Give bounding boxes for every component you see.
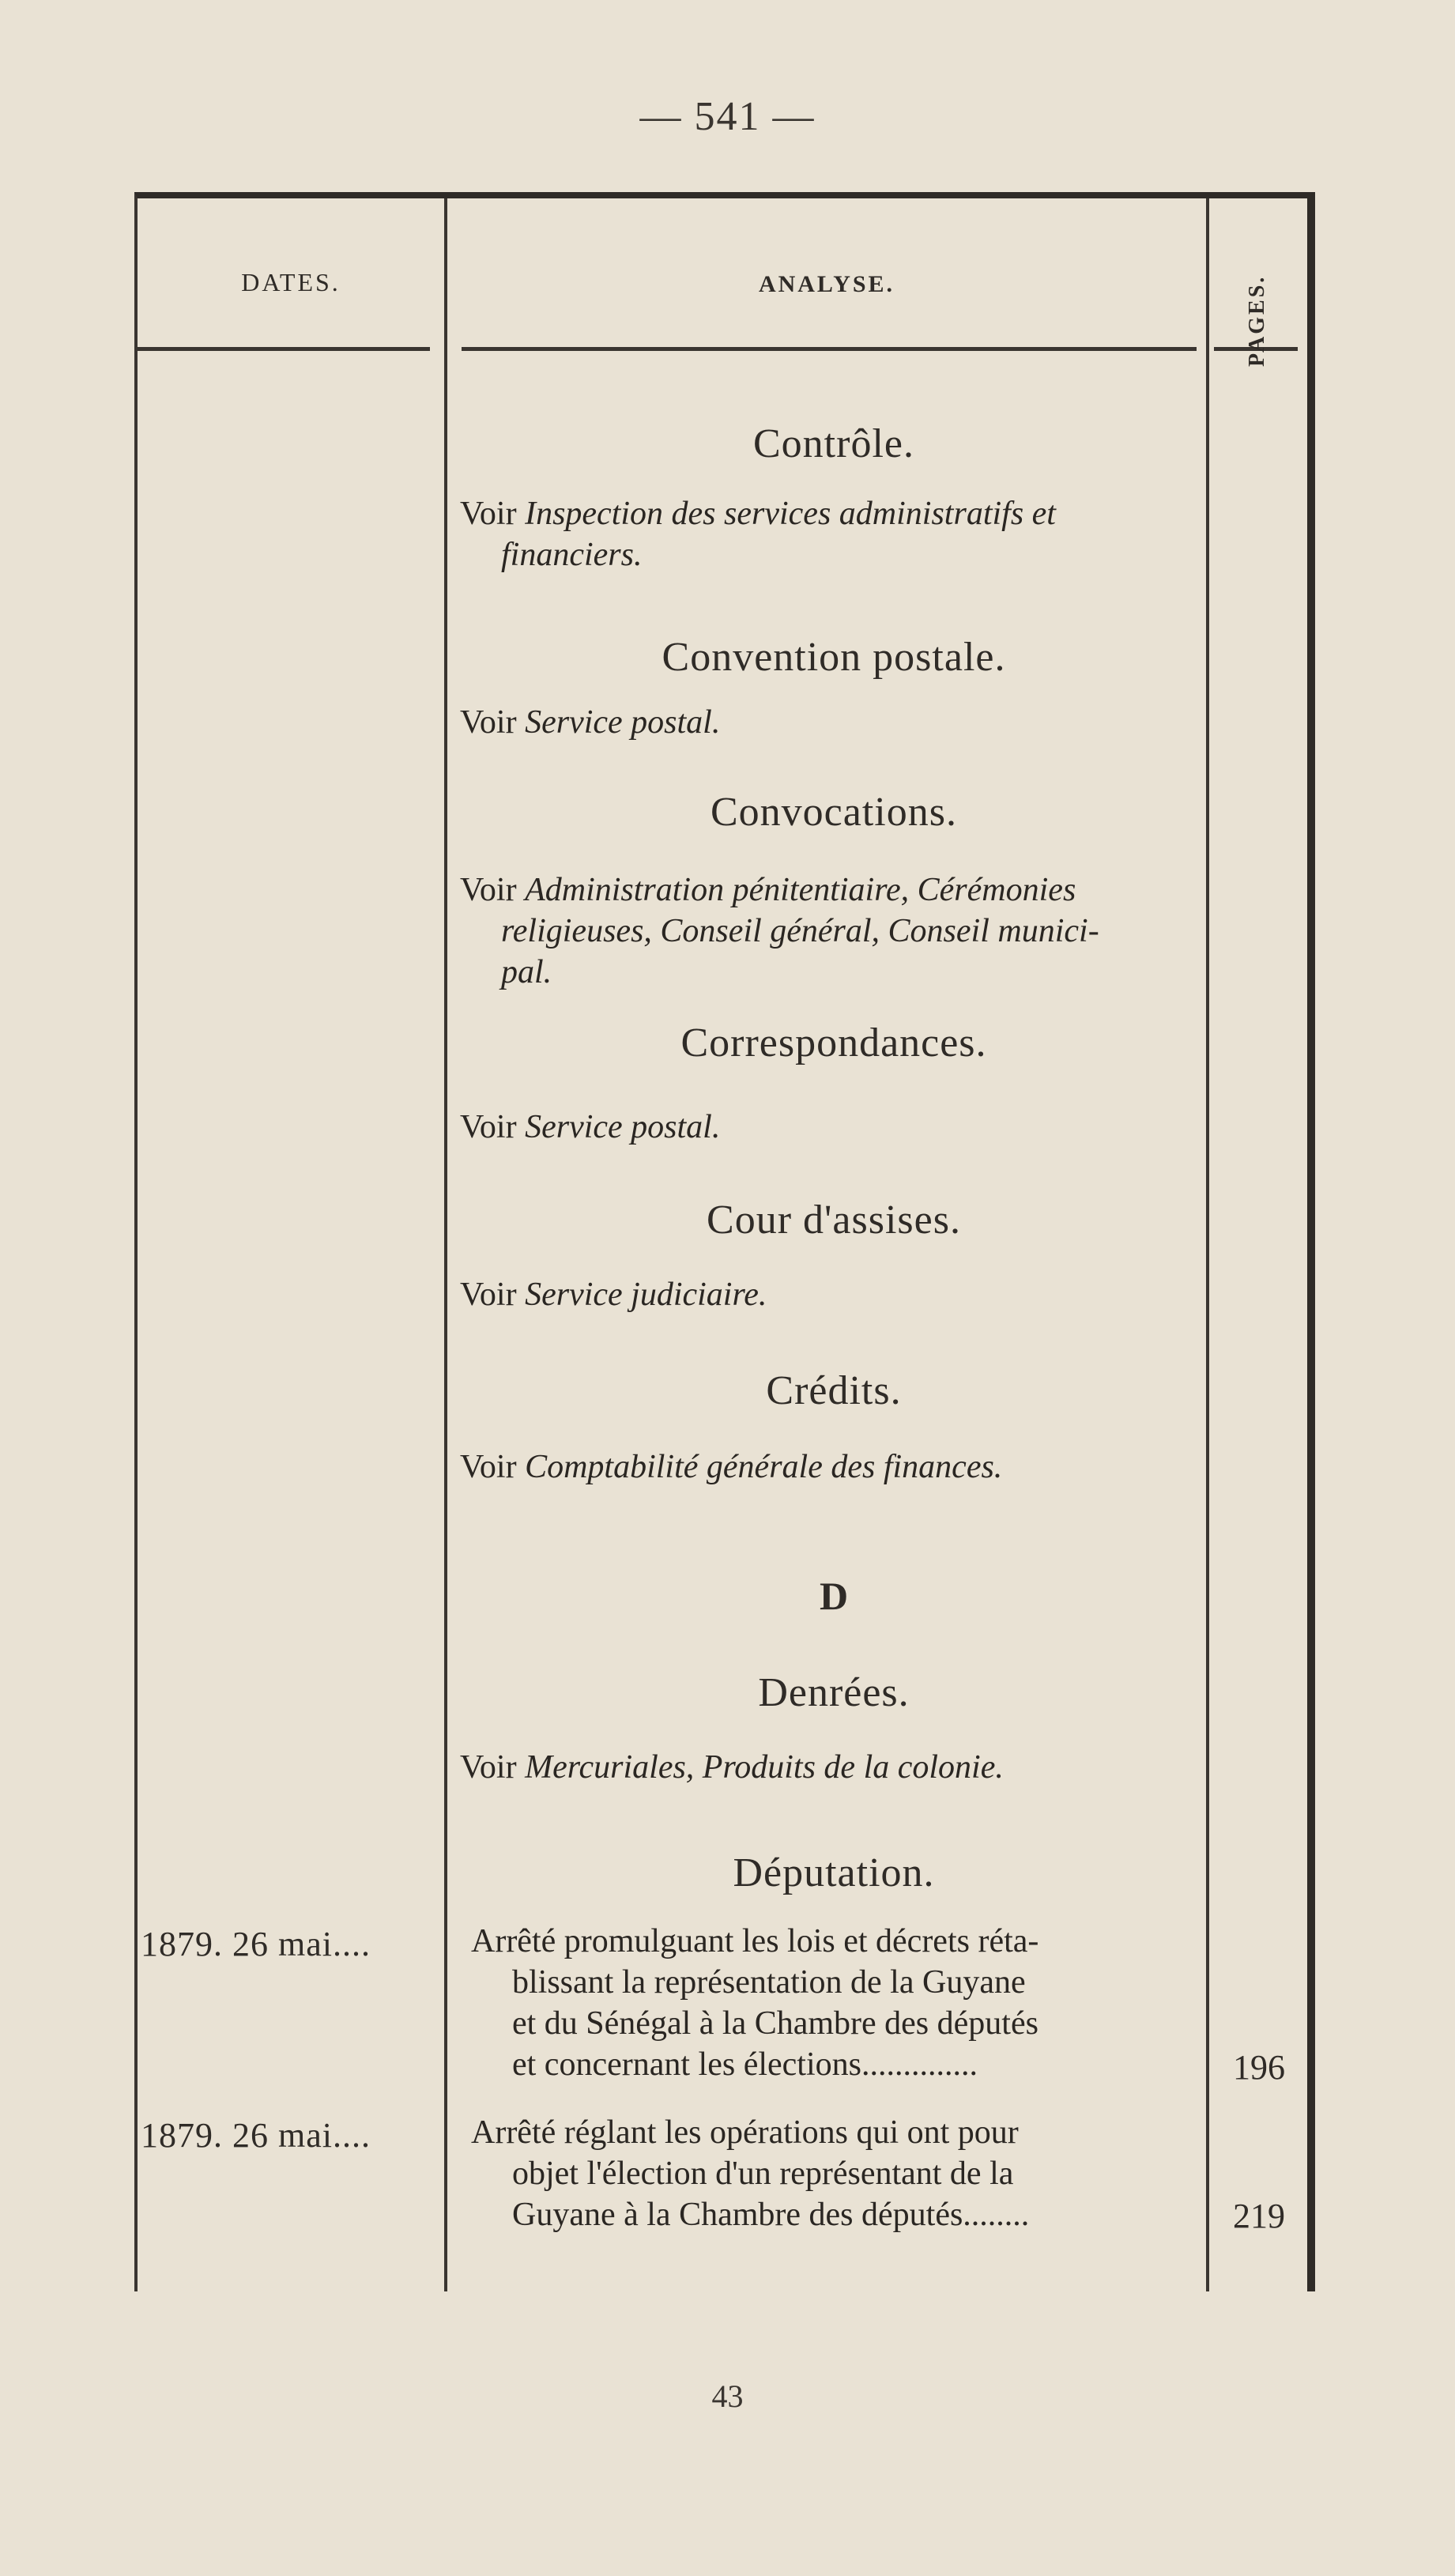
section-heading: Cour d'assises. xyxy=(707,1197,961,1243)
entry-line: objet l'élection d'un représentant de la xyxy=(512,2155,1014,2192)
entry-line: blissant la représentation de la Guyane xyxy=(512,1964,1026,2001)
reference-text: Service judiciaire. xyxy=(525,1277,767,1313)
cross-reference xyxy=(460,1446,1219,1488)
section-heading: Correspondances. xyxy=(680,1020,987,1065)
header-rule-dates xyxy=(138,347,430,351)
header-rule-analyse xyxy=(462,347,1197,351)
reference-text: pal. xyxy=(501,954,552,990)
cross-reference xyxy=(460,493,1219,575)
section-heading: Convention postale. xyxy=(662,635,1006,680)
cross-reference xyxy=(460,1274,1219,1315)
cross-reference xyxy=(460,1107,1219,1148)
reference-text: religieuses, Conseil général, Conseil munici- xyxy=(501,913,1099,949)
column-header-pages: PAGES. xyxy=(1245,274,1269,368)
entry-line: Arrêté réglant les opérations qui ont pour xyxy=(471,2114,1019,2151)
reference-text: Mercuriales, Produits de la colonie. xyxy=(525,1749,1004,1786)
entry-line: Arrêté promulguant les lois et décrets réta- xyxy=(471,1923,1039,1959)
reference-text: Comptabilité générale des finances. xyxy=(525,1449,1003,1485)
reference-text: financiers. xyxy=(501,537,643,573)
section-heading: Convocations. xyxy=(711,790,957,835)
entry-page-number: 219 xyxy=(1233,2197,1285,2235)
section-heading: Denrées. xyxy=(758,1670,910,1715)
section-heading: Contrôle. xyxy=(753,421,914,466)
voir-label: Voir xyxy=(460,1277,517,1313)
page-number: — 541 — xyxy=(639,94,816,139)
voir-label: Voir xyxy=(460,704,517,741)
reference-text: Service postal. xyxy=(525,704,721,741)
column-header-analyse: ANALYSE. xyxy=(758,271,895,297)
entry-line: et concernant les élections.............. xyxy=(512,2046,978,2083)
entry-line: et du Sénégal à la Chambre des députés xyxy=(512,2005,1038,2042)
cross-reference xyxy=(460,869,1219,993)
reference-text: Service postal. xyxy=(525,1109,721,1145)
reference-text: Administration pénitentiaire, Cérémonies xyxy=(525,872,1076,908)
alphabet-letter: D xyxy=(819,1574,849,1618)
entry-page-number: 196 xyxy=(1233,2048,1285,2087)
section-heading: Crédits. xyxy=(766,1368,902,1413)
signature-mark: 43 xyxy=(711,2378,744,2414)
section-heading: Députation. xyxy=(733,1850,935,1895)
column-header-dates: DATES. xyxy=(241,268,341,296)
voir-label: Voir xyxy=(460,872,517,908)
entry-line: Guyane à la Chambre des députés........ xyxy=(512,2197,1030,2233)
column-divider-dates xyxy=(444,198,447,2291)
voir-label: Voir xyxy=(460,1109,517,1145)
cross-reference xyxy=(460,1747,1219,1788)
entry-text xyxy=(471,1921,1214,2085)
entry-date: 1879. 26 mai.... xyxy=(141,2116,371,2155)
voir-label: Voir xyxy=(460,1449,517,1485)
entry-text xyxy=(471,2112,1214,2235)
voir-label: Voir xyxy=(460,496,517,532)
reference-text: Inspection des services administratifs et xyxy=(525,496,1056,532)
entry-date: 1879. 26 mai.... xyxy=(141,1925,371,1963)
cross-reference xyxy=(460,702,1219,743)
voir-label: Voir xyxy=(460,1749,517,1786)
